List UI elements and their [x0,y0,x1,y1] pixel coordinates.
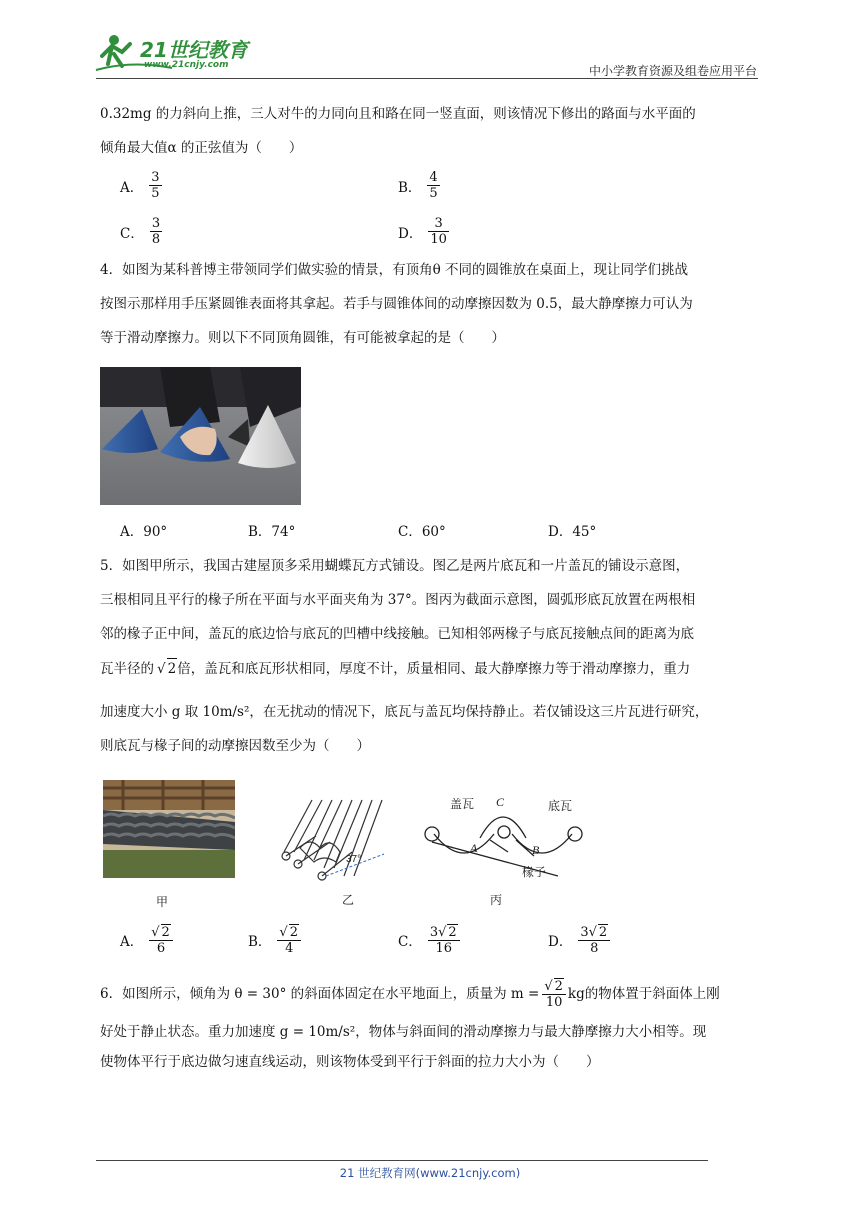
q3-option-a-num: 3 [151,170,160,185]
q5-line4: 瓦半径的 √ 2倍，盖瓦和底瓦形状相同，厚度不计，质量相同、最大静摩擦力等于滑动摩擦力，重力 [100,658,690,679]
q6-line1-post: 的物体置于斜面体上刚 [584,986,720,1002]
cover-tile-label: 盖瓦 [450,797,475,811]
q5-option-a-root: 2 [161,925,170,940]
q5-option-c: C． $\frac{3√ 2}{16}$ [398,924,460,956]
q6-mass-unit: kg [567,986,585,1002]
q5-option-b-den: 4 [285,941,294,956]
q6-mass-den: 10 [545,995,563,1010]
logo-title: 21世纪教育 [140,38,248,62]
q4-line3: 等于滑动摩擦力。则以下不同顶角圆锥，有可能被拿起的是（ ） [100,330,505,346]
q5-line3: 邻的椽子正中间，盖瓦的底边恰与底瓦的凹槽中线接触。已知相邻两椽子与底瓦接触点间的距离为底 [100,626,694,642]
q5-option-c-label: C． [398,934,422,950]
q6-line2: 好处于静止状态。重力加速度 g = 10m/s²，物体与斜面间的滑动摩擦力与最大静摩擦力大小相等。现 [100,1024,707,1040]
q6-line3: 使物体平行于底边做匀速直线运动，则该物体受到平行于斜面的拉力大小为（ ） [100,1054,600,1070]
point-a-label: A [470,841,478,855]
q3-option-c-label: C． [120,225,144,242]
q3-option-b [398,170,440,201]
q3-option-d [398,216,449,247]
q5-line4-post: 倍，盖瓦和底瓦形状相同，厚度不计，质量相同、最大静摩擦力等于滑动摩擦力，重力 [177,661,691,677]
q3-line2: 倾角最大值α 的正弦值为（ ） [100,140,303,156]
q5-option-c-coef: 3 [429,925,439,940]
q6-mass-root: 2 [554,979,563,994]
q5-option-d-root: 2 [598,925,608,940]
q3-line1: 0.32mg 的力斜向上推，三人对牛的力同向且和路在同一竖直面，则该情况下修出的路面与水平面的 [100,106,696,122]
caption-bing: 丙 [490,893,503,907]
q5-line2: 三根相同且平行的椽子所在平面与水平面夹角为 37°。图丙为截面示意图，圆弧形底瓦放置在两根相 [100,592,696,608]
q3-option-a-den: 5 [151,186,160,201]
q4-line1: 4．如图为某科普博主带领同学们做实验的情景，有顶角θ 不同的圆锥放在桌面上，现让同学们挑战 [100,262,689,278]
q5-line4-root: 2 [167,658,178,679]
q3-option-d-label: D． [398,225,423,242]
q5-option-c-den: 16 [435,941,453,956]
point-c-label: C [496,795,505,809]
q3-option-c-num: 3 [151,216,161,231]
footer-text: 21 世纪教育网(www.21cnjy.com) [339,1166,521,1180]
bottom-tile-label: 底瓦 [548,799,573,813]
q5-option-d-label: D． [548,934,573,950]
q3-option-d-num: 3 [428,216,449,232]
q5-line6: 则底瓦与椽子间的动摩擦因数至少为（ ） [100,738,370,754]
q5-option-a-den: 6 [156,941,166,956]
q4-line2: 按图示那样用手压紧圆锥表面将其拿起。若手与圆锥体间的动摩擦因数为 0.5，最大静摩擦力可认为 [100,296,693,312]
header-divider [96,78,758,79]
angle-label: 37° [346,854,362,865]
q5-option-b-root: 2 [289,925,298,940]
q3-option-c [120,216,162,247]
q5-option-d-den: 8 [590,941,599,956]
rafter-label: 椽子 [522,865,547,879]
q5-option-a: A． $\frac{√ 2}{6}$ [120,924,173,956]
q5-option-d-coef: 3 [580,925,589,940]
q3-option-a [120,170,162,201]
footer-divider [96,1160,708,1161]
roof-photo [103,780,235,878]
point-b-label: B [532,843,540,857]
q4-option-a: A．90° [120,524,168,540]
q5-option-b: B． $\frac{√ 2}{4}$ [248,924,301,956]
q3-option-a-label: A． [120,179,144,196]
q5-option-b-label: B． [248,934,272,950]
q3-option-b-den: 5 [429,186,438,201]
q3-option-c-den: 8 [151,232,161,247]
q5-line4-pre: 瓦半径的 [100,661,154,677]
q4-option-d: D．45° [548,524,597,540]
logo-url: www.21cnjy.com [144,60,229,70]
q4-option-c: C．60° [398,524,446,540]
q5-option-c-root: 2 [448,925,457,940]
q6-line1: 6．如图所示，倾角为 θ = 30° 的斜面体固定在水平地面上，质量为 m = $\frac{√ 2}{10}$ kg 的物体置于斜面体上刚 [100,979,720,1010]
q4-option-b: B．74° [248,524,296,540]
q3-option-d-den: 10 [430,232,447,247]
platform-name: 中小学教育资源及组卷应用平台 [588,64,757,78]
cone-experiment-photo [100,367,301,505]
caption-yi: 乙 [342,893,355,907]
cross-section-diagram [420,792,586,882]
tile-layout-diagram [276,796,392,884]
q5-option-a-label: A． [120,934,144,950]
q3-option-b-num: 4 [429,170,438,185]
q5-option-d: D． $\frac{3√ 2}{8}$ [548,924,610,956]
q5-line1: 5．如图甲所示，我国古建屋顶多采用蝴蝶瓦方式铺设。图乙是两片底瓦和一片盖瓦的铺设示意图， [100,558,690,574]
q5-line5: 加速度大小 g 取 10m/s²，在无扰动的情况下，底瓦与盖瓦均保持静止。若仅铺设这三片瓦进行研究， [100,704,709,720]
q6-line1-pre: 6．如图所示，倾角为 θ = 30° 的斜面体固定在水平地面上，质量为 m = [100,986,540,1002]
caption-jia: 甲 [156,895,169,909]
q3-option-b-label: B． [398,179,422,196]
